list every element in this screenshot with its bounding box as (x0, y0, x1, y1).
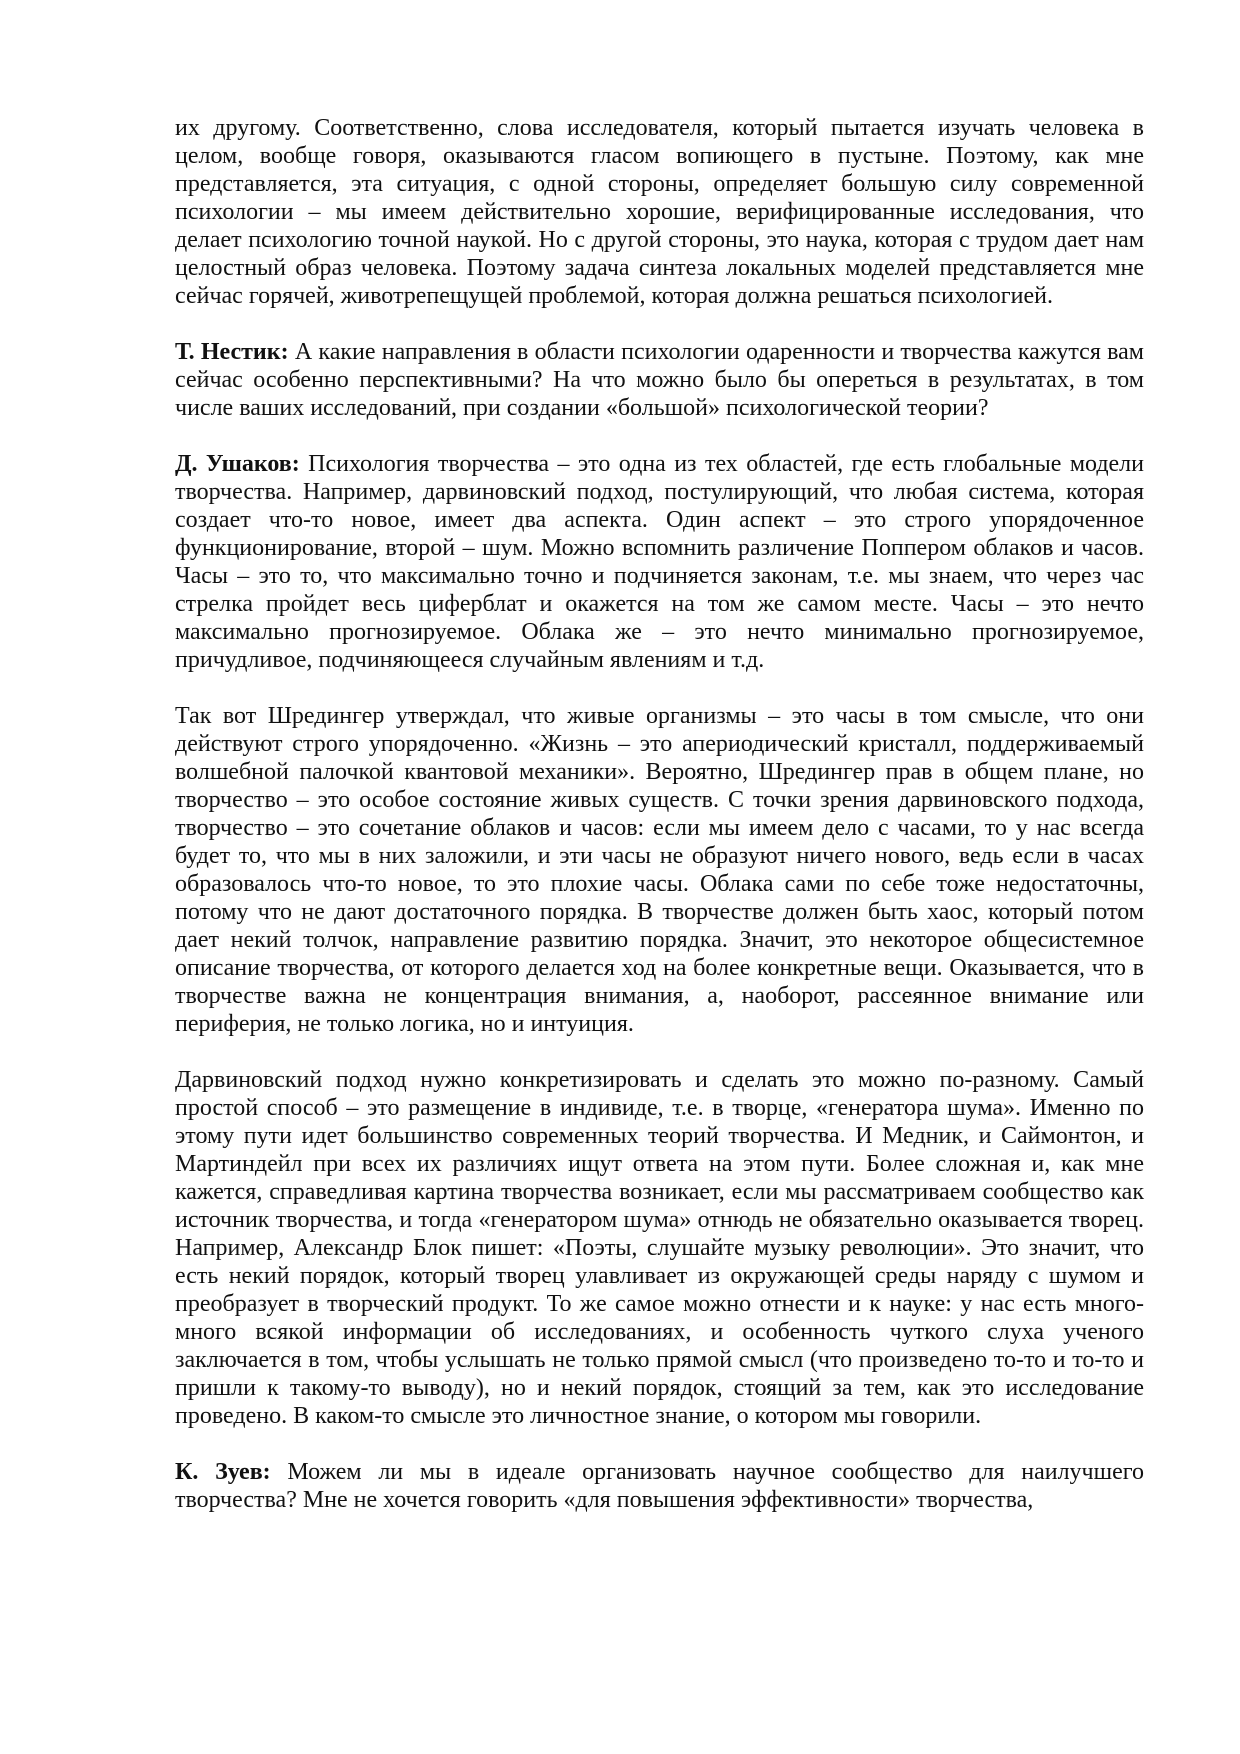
paragraph-4 (175, 702, 1144, 1038)
speaker-name: Т. Нестик: (175, 339, 289, 365)
paragraph-text: А какие направления в области психологии одаренности и творчества кажутся вам сейчас особенно перспективными? На что можно было бы опереться в результатах, в том числе ваших исследований, при создании «большой» психологической теории? (175, 339, 1144, 421)
paragraph-text: Дарвиновский подход нужно конкретизировать и сделать это можно по-разному. Самый простой способ – это размещение в индивиде, т.е. в творце, «генератора шума». Именно по этому пути идет большинство современных теорий творчества. И Медник, и Саймонтон, и Мартиндейл при всех их различиях ищут ответа на этом пути. Более сложная и, как мне кажется, справедливая картина творчества возникает, если мы рассматриваем сообщество как источник творчества, и тогда «генератором шума» отнюдь не обязательно оказывается творец. Например, Александр Блок пишет: «Поэты, слушайте музыку революции». Это значит, что есть некий порядок, который творец улавливает из окружающей среды наряду с шумом и преобразует в творческий продукт. То же самое можно отнести и к науке: у нас есть много-много всякой информации об исследованиях, и особенность чуткого слуха ученого заключается в том, чтобы услышать не только прямой смысл (что произведено то-то и то-то и пришли к такому-то выводу), но и некий порядок, стоящий за тем, как это исследование проведено. В каком-то смысле это личностное знание, о котором мы говорили. (175, 1067, 1144, 1429)
paragraph-2 (175, 338, 1144, 422)
document-page (175, 114, 1144, 1542)
paragraph-5 (175, 1066, 1144, 1430)
paragraph-text: Психология творчества – это одна из тех областей, где есть глобальные модели творчества. Например, дарвиновский подход, постулирующий, что любая система, которая создает что-то новое, имеет два аспекта. Один аспект – это строго упорядоченное функционирование, второй – шум. Можно вспомнить различение Поппером облаков и часов. Часы – это то, что максимально точно и подчиняется законам, т.е. мы знаем, что через час стрелка пройдет весь циферблат и окажется на том же самом месте. Часы – это нечто максимально прогнозируемое. Облака же – это нечто минимально прогнозируемое, причудливое, подчиняющееся случайным явлениям и т.д. (175, 451, 1145, 673)
paragraph-text: Так вот Шредингер утверждал, что живые организмы – это часы в том смысле, что они действуют строго упорядоченно. «Жизнь – это апериодический кристалл, поддерживаемый волшебной палочкой квантовой механики». Вероятно, Шредингер прав в общем плане, но творчество – это особое состояние живых существ. С точки зрения дарвиновского подхода, творчество – это сочетание облаков и часов: если мы имеем дело с часами, то у нас всегда будет то, что мы в них заложили, и эти часы не образуют ничего нового, ведь если в часах образовалось что-то новое, то это плохие часы. Облака сами по себе тоже недостаточны, потому что не дают достаточного порядка. В творчестве должен быть хаос, который потом дает некий толчок, направление развитию порядка. Значит, это некоторое общесистемное описание творчества, от которого делается ход на более конкретные вещи. Оказывается, что в творчестве важна не концентрация внимания, а, наоборот, рассеянное внимание или периферия, не только логика, но и интуиция. (175, 703, 1144, 1037)
paragraph-1 (175, 114, 1144, 310)
paragraph-text: Можем ли мы в идеале организовать научное сообщество для наилучшего творчества? Мне не хочется говорить «для повышения эффективности» творчества, (175, 1459, 1145, 1513)
paragraph-text: их другому. Соответственно, слова исследователя, который пытается изучать человека в целом, вообще говоря, оказываются гласом вопиющего в пустыне. Поэтому, как мне представляется, эта ситуация, с одной стороны, определяет большую силу современной психологии – мы имеем действительно хорошие, верифицированные исследования, что делает психологию точной наукой. Но с другой стороны, это наука, которая с трудом дает нам целостный образ человека. Поэтому задача синтеза локальных моделей представляется мне сейчас горячей, животрепещущей проблемой, которая должна решаться психологией. (175, 115, 1144, 309)
speaker-name: Д. Ушаков: (175, 451, 300, 477)
speaker-name: К. Зуев: (175, 1459, 271, 1485)
paragraph-6 (175, 1458, 1144, 1514)
paragraph-3 (175, 450, 1144, 674)
